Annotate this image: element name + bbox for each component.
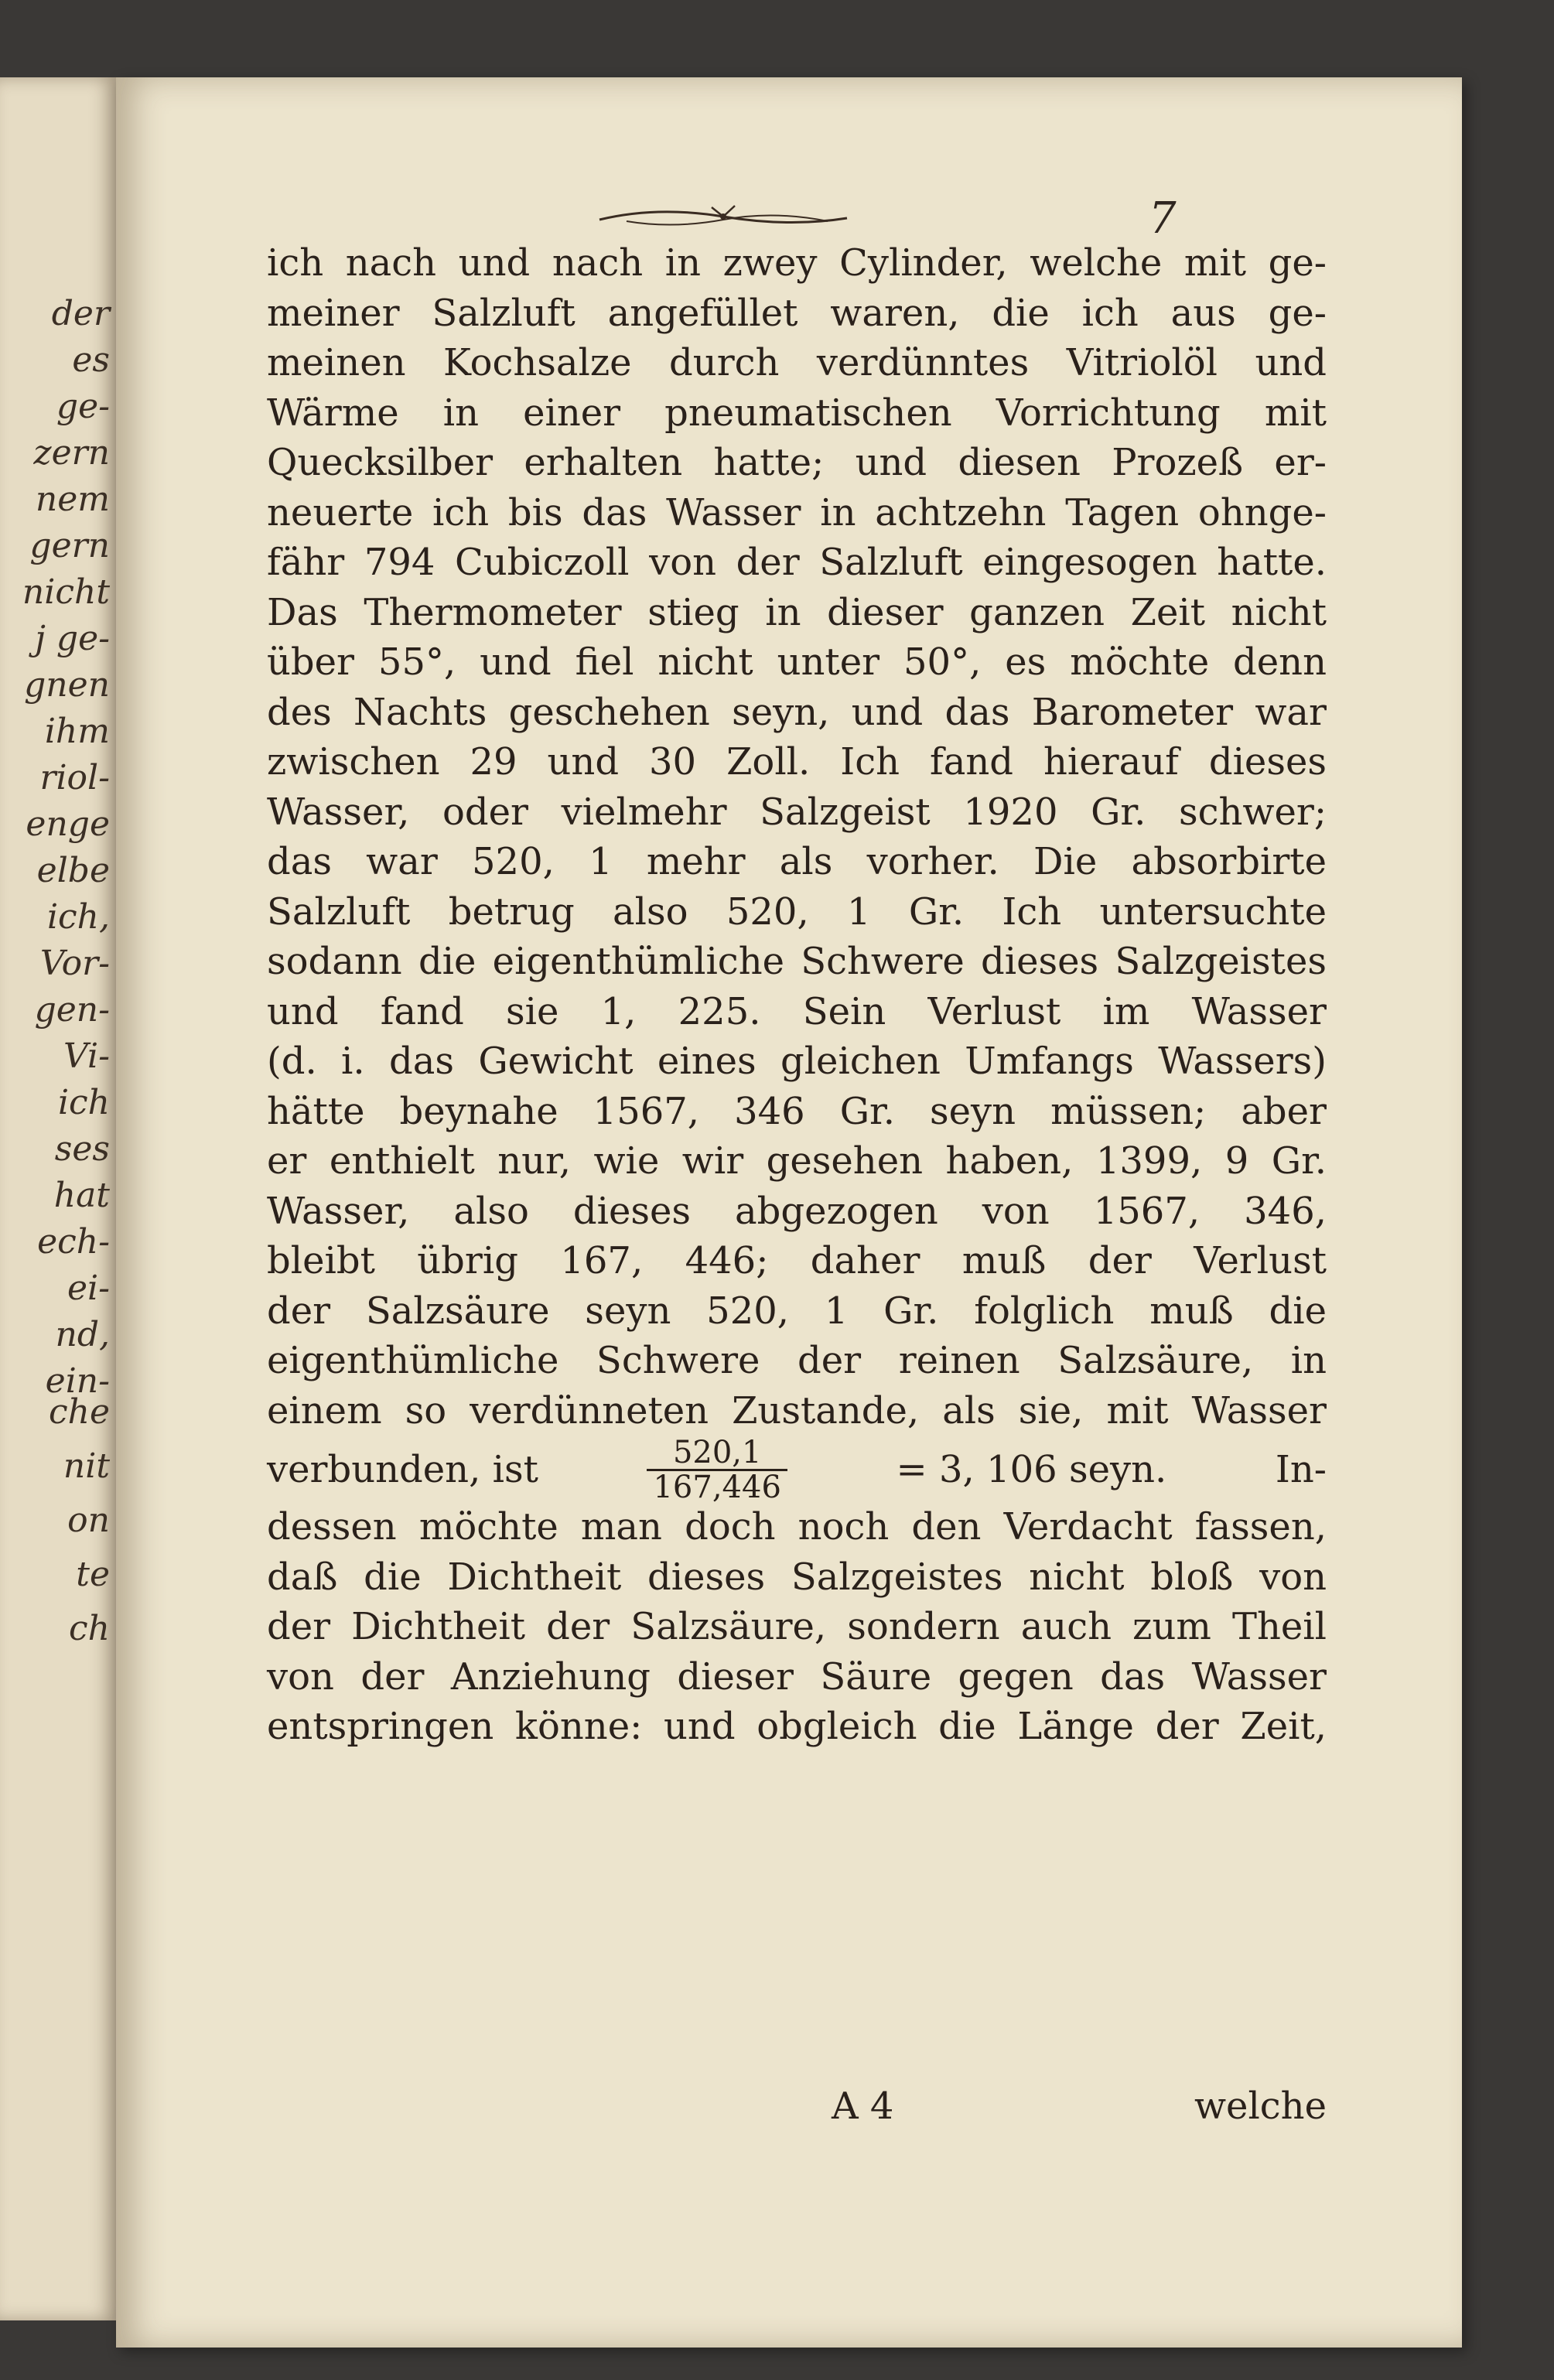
text-line: Quecksilber erhalten hatte; und diesen Prozeß er-	[267, 441, 1327, 484]
left-page-fragment: j ge-	[35, 619, 110, 658]
left-page-fragment: ech-	[37, 1222, 110, 1262]
left-page-fragment: hat	[53, 1176, 110, 1215]
left-page-fragment: riol-	[39, 758, 110, 797]
left-page-fragment: gen-	[34, 990, 110, 1030]
text-line: einem so verdünneten Zustande, als sie, mit Wasser	[267, 1388, 1327, 1432]
left-page-fragment: enge	[26, 804, 110, 844]
left-page-fragment: che	[48, 1392, 110, 1432]
left-page-fragment: Vi-	[63, 1036, 110, 1076]
text-line: er enthielt nur, wie wir gesehen haben, 1399, 9 Gr.	[267, 1139, 1327, 1183]
body-text	[267, 238, 1327, 1752]
left-page-fragment: nem	[35, 480, 110, 519]
text-line: Salzluft betrug also 520, 1 Gr. Ich untersuchte	[267, 890, 1327, 934]
left-page-fragment: zern	[33, 433, 110, 473]
text-line: und fand sie 1, 225. Sein Verlust im Wasser	[267, 989, 1327, 1033]
fraction	[647, 1436, 787, 1504]
left-page-fragment: elbe	[36, 851, 110, 890]
left-page-fragment: ses	[54, 1129, 110, 1169]
page-number: 7	[1149, 193, 1177, 244]
text-line: der Salzsäure seyn 520, 1 Gr. folglich muß die	[267, 1289, 1327, 1333]
text-line: Wasser, oder vielmehr Salzgeist 1920 Gr. schwer;	[267, 790, 1327, 834]
left-page-fragment: Vor-	[39, 944, 110, 983]
left-page-edge	[0, 77, 116, 2320]
text-line: Das Thermometer stieg in dieser ganzen Zeit nicht	[267, 590, 1327, 634]
text-line: des Nachts geschehen seyn, und das Barometer war	[267, 690, 1327, 734]
fraction-numerator: 520,1	[672, 1434, 762, 1470]
left-page-fragment: ich,	[46, 897, 110, 937]
left-page-fragment: der	[51, 294, 110, 333]
text-line: Wärme in einer pneumatischen Vorrichtung mit	[267, 391, 1327, 435]
left-page-fragment: nit	[63, 1446, 110, 1486]
page-footer	[267, 2085, 1327, 2134]
left-page-fragment: gern	[29, 526, 110, 565]
text-line: Wasser, also dieses abgezogen von 1567, 346,	[267, 1189, 1327, 1233]
left-page-fragment: on	[67, 1501, 110, 1540]
fraction-tail: In-	[1275, 1447, 1327, 1491]
text-line: hätte beynahe 1567, 346 Gr. seyn müssen; aber	[267, 1089, 1327, 1133]
text-line: zwischen 29 und 30 Zoll. Ich fand hierauf dieses	[267, 740, 1327, 784]
fraction-denominator: 167,446	[647, 1469, 787, 1504]
left-page-fragment: ei-	[67, 1269, 110, 1308]
fraction-prefix: verbunden, ist	[267, 1447, 538, 1491]
signature-mark: A 4	[832, 2085, 894, 2128]
left-page-fragment: es	[72, 340, 110, 380]
text-line: daß die Dichtheit dieses Salzgeistes nicht bloß von	[267, 1555, 1327, 1599]
text-line: meinen Kochsalze durch verdünntes Vitriolöl und	[267, 341, 1327, 384]
left-page-fragment: ch	[69, 1609, 110, 1648]
catchword: welche	[1194, 2085, 1327, 2128]
text-line: entspringen könne: und obgleich die Länge der Zeit,	[267, 1705, 1327, 1748]
text-line: dessen möchte man doch noch den Verdacht fassen,	[267, 1505, 1327, 1549]
text-line: eigenthümliche Schwere der reinen Salzsäure, in	[267, 1339, 1327, 1382]
fraction-result: = 3, 106 seyn.	[896, 1447, 1167, 1491]
left-page-fragment: ich	[57, 1083, 110, 1122]
text-line: (d. i. das Gewicht eines gleichen Umfangs Wassers)	[267, 1040, 1327, 1083]
left-page-fragment: ihm	[44, 712, 110, 751]
book-page	[116, 77, 1462, 2348]
text-line: meiner Salzluft angefüllet waren, die ich aus ge-	[267, 291, 1327, 335]
text-line: fähr 794 Cubiczoll von der Salzluft eingesogen hatte.	[267, 541, 1327, 584]
left-page-fragment: ge-	[56, 387, 110, 426]
left-page-fragment: nicht	[22, 572, 110, 612]
left-page-fragment: te	[76, 1555, 110, 1594]
text-line: ich nach und nach in zwey Cylinder, welche mit ge-	[267, 241, 1327, 285]
left-page-fragment: nd,	[55, 1315, 110, 1354]
text-line: sodann die eigenthümliche Schwere dieses Salzgeistes	[267, 940, 1327, 983]
fraction-line	[267, 1431, 1327, 1508]
text-line: das war 520, 1 mehr als vorher. Die absorbirte	[267, 840, 1327, 883]
left-page-fragment: ein-	[45, 1361, 110, 1401]
ornament-divider	[596, 201, 851, 232]
text-line: bleibt übrig 167, 446; daher muß der Verlust	[267, 1239, 1327, 1282]
text-line: über 55°, und fiel nicht unter 50°, es möchte denn	[267, 640, 1327, 684]
text-line: von der Anziehung dieser Säure gegen das Wasser	[267, 1654, 1327, 1699]
text-line: der Dichtheit der Salzsäure, sondern auch zum Theil	[267, 1605, 1327, 1648]
text-line: neuerte ich bis das Wasser in achtzehn Tagen ohnge-	[267, 490, 1327, 534]
left-page-fragment: gnen	[24, 665, 110, 705]
